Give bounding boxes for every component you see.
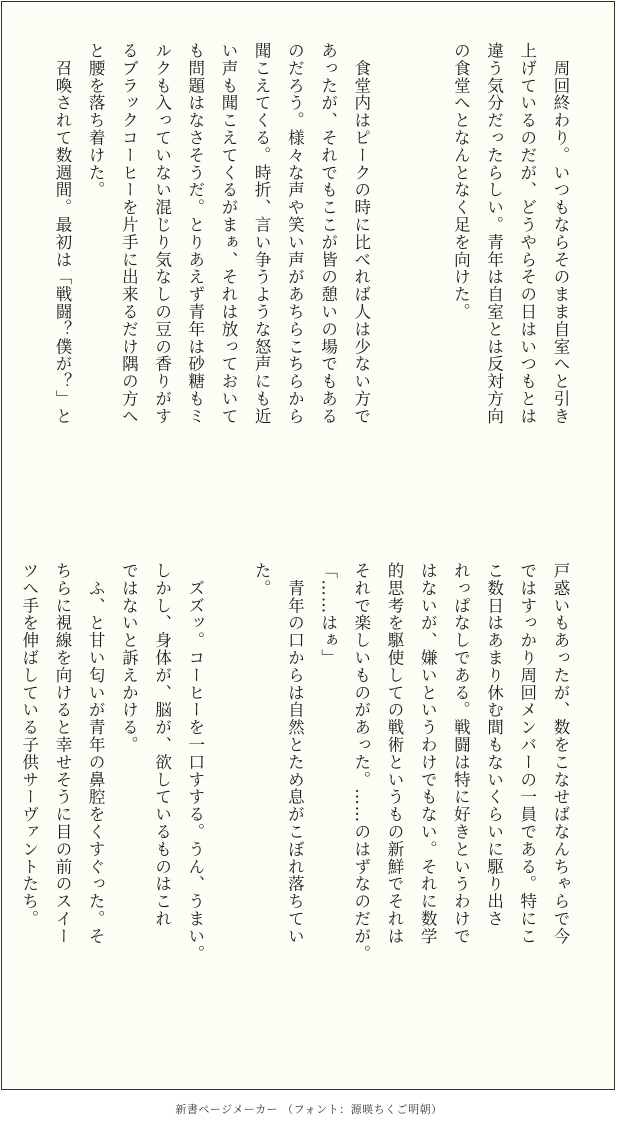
- text-line: のだろう。様々な声や笑い声があちらこちらから: [285, 42, 305, 425]
- text-line: それで楽しいものがあった。……のはずなのだが。: [351, 562, 371, 963]
- text-line: ふ、と甘い匂いが青年の鼻腔をくすぐった。そ: [86, 562, 106, 945]
- text-line: も問題はなさそうだ。とりあえず青年は砂糖もミ: [185, 42, 205, 425]
- text-line: あったが、それでもここが皆の憩いの場でもある: [318, 42, 338, 425]
- text-line: れっぱなしである。戦闘は特に好きというわけで: [451, 562, 471, 945]
- text-line: [212, 562, 245, 1062]
- text-line: ツへ手を伸ばしている子供サーヴァントたち。: [19, 562, 39, 928]
- text-line: 周回終わり。いつもならそのまま自室へと引き: [551, 42, 570, 425]
- text-line: ではないと訴えかける。: [119, 562, 139, 754]
- text-line: 青年の口からは自然とため息がこぼれ落ちてい: [285, 562, 305, 945]
- text-line: 上げているのだが、どうやらその日はいつもとは: [517, 42, 537, 425]
- text-line: はないが、嫌いというわけでもない。それに数学: [418, 562, 438, 945]
- text-line: 的思考を駆使しての戦術というもの新鮮でそれは: [384, 562, 404, 945]
- text-line: ズズッ。コーヒーを一口すする。うん、うまい。: [185, 562, 205, 963]
- text-line: 違う気分だったらしい。青年は自室とは反対方向: [484, 42, 504, 425]
- text-line: 「……はぁ」: [318, 562, 338, 667]
- text-line: た。: [252, 562, 272, 597]
- text-line: るブラックコーヒーを片手に出来るだけ隅の方へ: [119, 42, 139, 425]
- text-line: [378, 42, 411, 542]
- manuscript-page: [1, 1, 615, 1090]
- text-line: と腰を落ち着けた。: [86, 42, 106, 199]
- text-line: の食堂へとなんとなく足を向けた。: [451, 42, 471, 321]
- text-line: ちらに視線を向けると幸せそうに目の前のスイー: [52, 562, 72, 945]
- text-line: こ数日はあまり休む間もないくらいに駆り出さ: [484, 562, 504, 928]
- footer-credit: 新書ページメーカー （フォント：源暎ちくご明朝）: [175, 1103, 443, 1116]
- text-line: 戸惑いもあったが、数をこなせばなんちゃらで今: [551, 562, 570, 945]
- text-line: い声も聞こえてくるがまぁ、それは放っておいて: [218, 42, 238, 425]
- text-block-bottom: [13, 562, 577, 1062]
- text-line: ルクも入っていない混じり気なしの豆の香りがす: [152, 42, 172, 425]
- text-line: 召喚されて数週間。最初は「戦闘？僕が？」と: [52, 42, 72, 425]
- text-line: [411, 42, 444, 542]
- text-line: 聞こえてくる。時折、言い争うような怒声にも近: [252, 42, 272, 425]
- text-block-top: [46, 42, 577, 542]
- text-line: 食堂内はピークの時に比べれば人は少ない方で: [351, 42, 371, 425]
- text-line: ではすっかり周回メンバーの一員である。特にこ: [517, 562, 537, 945]
- text-line: しかし、身体が、脳が、欲しているものはこれ: [152, 562, 172, 928]
